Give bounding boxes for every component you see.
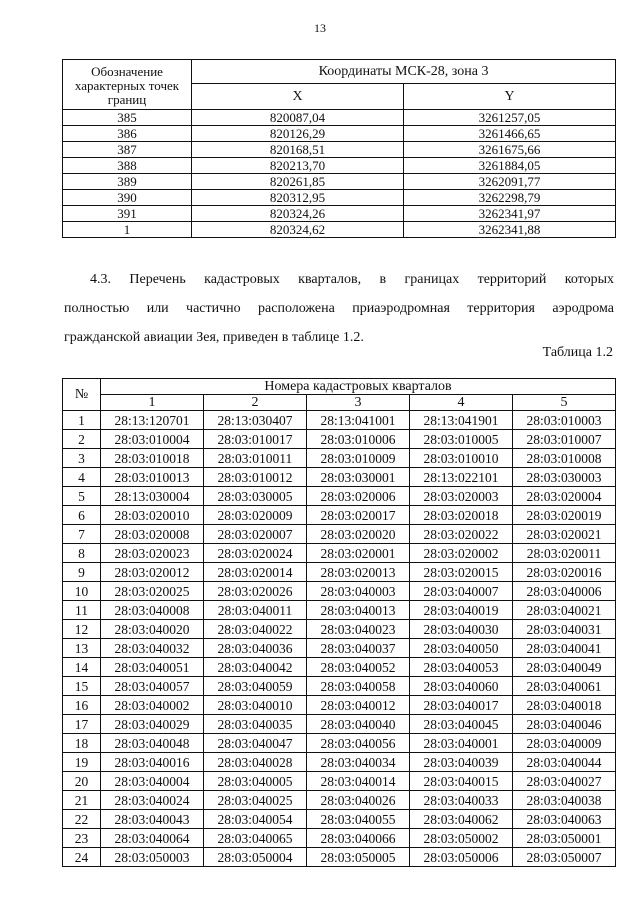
cadastral-number: 28:03:040036 — [204, 639, 307, 658]
cadastral-number: 28:03:040046 — [513, 715, 616, 734]
cadastral-number: 28:03:040025 — [204, 791, 307, 810]
cadastral-number: 28:03:040062 — [410, 810, 513, 829]
cadastral-number: 28:03:020008 — [101, 525, 204, 544]
table-row — [63, 772, 616, 791]
cadastral-number: 28:03:040063 — [513, 810, 616, 829]
cadastral-number: 28:03:020013 — [307, 563, 410, 582]
cadastral-number: 28:03:040008 — [101, 601, 204, 620]
row-number: 18 — [63, 734, 101, 753]
cadastral-number: 28:03:020025 — [101, 582, 204, 601]
cadastral-number: 28:03:020021 — [513, 525, 616, 544]
row-number: 14 — [63, 658, 101, 677]
cadastral-number: 28:03:010009 — [307, 449, 410, 468]
row-number: 9 — [63, 563, 101, 582]
cadastral-number: 28:03:020014 — [204, 563, 307, 582]
cadastral-number: 28:03:040056 — [307, 734, 410, 753]
cadastral-number: 28:03:020024 — [204, 544, 307, 563]
cadastral-number: 28:03:040042 — [204, 658, 307, 677]
quarters-header-group: Номера кадастровых кварталов — [101, 379, 616, 395]
table-caption: Таблица 1.2 — [542, 345, 613, 360]
cadastral-number: 28:03:040043 — [101, 810, 204, 829]
coord-row — [63, 126, 616, 142]
paragraph-line-1: 4.3. Перечень кадастровых кварталов, в границах территорий которых — [90, 272, 614, 287]
cadastral-number: 28:03:020022 — [410, 525, 513, 544]
cadastral-number: 28:03:040054 — [204, 810, 307, 829]
cadastral-number: 28:03:040039 — [410, 753, 513, 772]
cadastral-number: 28:03:040022 — [204, 620, 307, 639]
quarters-column-number: 4 — [410, 395, 513, 411]
coord-y-value: 3261257,05 — [404, 110, 616, 126]
coord-row — [63, 158, 616, 174]
coord-row — [63, 190, 616, 206]
cadastral-number: 28:03:040035 — [204, 715, 307, 734]
table-row — [63, 468, 616, 487]
cadastral-number: 28:03:020017 — [307, 506, 410, 525]
coord-point-id: 387 — [63, 142, 192, 158]
table-row — [63, 620, 616, 639]
cadastral-number: 28:03:020015 — [410, 563, 513, 582]
cadastral-number: 28:03:040007 — [410, 582, 513, 601]
cadastral-number: 28:03:040013 — [307, 601, 410, 620]
cadastral-number: 28:03:030001 — [307, 468, 410, 487]
cadastral-number: 28:03:020011 — [513, 544, 616, 563]
cadastral-number: 28:03:040065 — [204, 829, 307, 848]
cadastral-number: 28:03:040021 — [513, 601, 616, 620]
row-number: 12 — [63, 620, 101, 639]
cadastral-number: 28:03:040033 — [410, 791, 513, 810]
row-number: 24 — [63, 848, 101, 867]
cadastral-number: 28:03:020023 — [101, 544, 204, 563]
coord-x-value: 820087,04 — [192, 110, 404, 126]
cadastral-number: 28:03:040051 — [101, 658, 204, 677]
cadastral-number: 28:03:010013 — [101, 468, 204, 487]
cadastral-number: 28:03:050001 — [513, 829, 616, 848]
cadastral-number: 28:03:020009 — [204, 506, 307, 525]
row-number: 23 — [63, 829, 101, 848]
coord-point-id: 390 — [63, 190, 192, 206]
table-row — [63, 506, 616, 525]
cadastral-number: 28:03:020018 — [410, 506, 513, 525]
cadastral-number: 28:03:040053 — [410, 658, 513, 677]
cadastral-number: 28:03:040029 — [101, 715, 204, 734]
cadastral-number: 28:03:040012 — [307, 696, 410, 715]
coord-header-system: Координаты МСК-28, зона 3 — [192, 60, 616, 84]
table-row — [63, 563, 616, 582]
quarters-column-number: 1 — [101, 395, 204, 411]
table-row — [63, 848, 616, 867]
cadastral-number: 28:13:041901 — [410, 411, 513, 430]
cadastral-number: 28:03:040028 — [204, 753, 307, 772]
cadastral-number: 28:03:010017 — [204, 430, 307, 449]
row-number: 8 — [63, 544, 101, 563]
cadastral-number: 28:03:040015 — [410, 772, 513, 791]
cadastral-number: 28:03:040019 — [410, 601, 513, 620]
table-row — [63, 829, 616, 848]
quarters-column-number: 3 — [307, 395, 410, 411]
cadastral-number: 28:03:040020 — [101, 620, 204, 639]
cadastral-number: 28:03:040034 — [307, 753, 410, 772]
cadastral-number: 28:03:020026 — [204, 582, 307, 601]
coord-row — [63, 110, 616, 126]
quarters-column-number: 5 — [513, 395, 616, 411]
cadastral-number: 28:03:040061 — [513, 677, 616, 696]
cadastral-number: 28:03:020007 — [204, 525, 307, 544]
cadastral-number: 28:13:041001 — [307, 411, 410, 430]
cadastral-number: 28:03:020002 — [410, 544, 513, 563]
cadastral-number: 28:03:050002 — [410, 829, 513, 848]
cadastral-number: 28:03:030005 — [204, 487, 307, 506]
cadastral-number: 28:03:020012 — [101, 563, 204, 582]
coord-x-value: 820312,95 — [192, 190, 404, 206]
cadastral-number: 28:03:040047 — [204, 734, 307, 753]
coord-y-value: 3261675,66 — [404, 142, 616, 158]
row-number: 20 — [63, 772, 101, 791]
table-row — [63, 715, 616, 734]
cadastral-number: 28:03:040058 — [307, 677, 410, 696]
cadastral-number: 28:03:040064 — [101, 829, 204, 848]
cadastral-number: 28:03:040050 — [410, 639, 513, 658]
coord-table-body — [63, 110, 616, 238]
cadastral-number: 28:03:010003 — [513, 411, 616, 430]
cadastral-number: 28:03:040027 — [513, 772, 616, 791]
cadastral-number: 28:03:040041 — [513, 639, 616, 658]
cadastral-number: 28:03:040045 — [410, 715, 513, 734]
cadastral-number: 28:03:020001 — [307, 544, 410, 563]
cadastral-number: 28:03:020010 — [101, 506, 204, 525]
cadastral-number: 28:03:020004 — [513, 487, 616, 506]
cadastral-number: 28:03:040060 — [410, 677, 513, 696]
table-row — [63, 658, 616, 677]
cadastral-number: 28:03:040004 — [101, 772, 204, 791]
row-number: 16 — [63, 696, 101, 715]
row-number: 21 — [63, 791, 101, 810]
cadastral-number: 28:13:120701 — [101, 411, 204, 430]
row-number: 1 — [63, 411, 101, 430]
cadastral-number: 28:03:040066 — [307, 829, 410, 848]
cadastral-number: 28:03:040006 — [513, 582, 616, 601]
coord-x-value: 820213,70 — [192, 158, 404, 174]
table-row — [63, 639, 616, 658]
cadastral-number: 28:03:040052 — [307, 658, 410, 677]
row-number: 10 — [63, 582, 101, 601]
quarters-column-numbers — [63, 395, 616, 411]
cadastral-number: 28:03:010008 — [513, 449, 616, 468]
table-row — [63, 544, 616, 563]
row-number: 15 — [63, 677, 101, 696]
cadastral-number: 28:03:040032 — [101, 639, 204, 658]
cadastral-number: 28:03:020006 — [307, 487, 410, 506]
quarters-table-body — [63, 411, 616, 867]
cadastral-number: 28:13:030407 — [204, 411, 307, 430]
table-row — [63, 601, 616, 620]
row-number: 5 — [63, 487, 101, 506]
coord-point-id: 391 — [63, 206, 192, 222]
table-row — [63, 734, 616, 753]
row-number: 2 — [63, 430, 101, 449]
coord-y-value: 3262091,77 — [404, 174, 616, 190]
table-row — [63, 582, 616, 601]
row-number: 7 — [63, 525, 101, 544]
cadastral-number: 28:03:010005 — [410, 430, 513, 449]
coordinates-table — [62, 59, 616, 238]
row-number: 19 — [63, 753, 101, 772]
cadastral-number: 28:03:040040 — [307, 715, 410, 734]
page-number: 13 — [314, 21, 326, 35]
cadastral-number: 28:03:020003 — [410, 487, 513, 506]
paragraph-line-2: полностью или частично расположена приаэродромная территория аэродрома — [64, 301, 614, 316]
cadastral-number: 28:03:010007 — [513, 430, 616, 449]
cadastral-number: 28:13:022101 — [410, 468, 513, 487]
cadastral-number: 28:03:010012 — [204, 468, 307, 487]
cadastral-quarters-table — [62, 378, 616, 867]
table-row — [63, 525, 616, 544]
cadastral-number: 28:03:040014 — [307, 772, 410, 791]
coord-y-value: 3261466,65 — [404, 126, 616, 142]
row-number: 17 — [63, 715, 101, 734]
cadastral-number: 28:03:020016 — [513, 563, 616, 582]
cadastral-number: 28:03:040011 — [204, 601, 307, 620]
coord-point-id: 385 — [63, 110, 192, 126]
table-row — [63, 449, 616, 468]
cadastral-number: 28:03:040023 — [307, 620, 410, 639]
cadastral-number: 28:03:040055 — [307, 810, 410, 829]
cadastral-number: 28:03:040057 — [101, 677, 204, 696]
coord-y-value: 3262298,79 — [404, 190, 616, 206]
cadastral-number: 28:03:040048 — [101, 734, 204, 753]
cadastral-number: 28:03:040031 — [513, 620, 616, 639]
coord-y-value: 3261884,05 — [404, 158, 616, 174]
table-row — [63, 696, 616, 715]
coord-header-y: Y — [404, 84, 616, 110]
cadastral-number: 28:13:030004 — [101, 487, 204, 506]
table-row — [63, 411, 616, 430]
cadastral-number: 28:03:050004 — [204, 848, 307, 867]
coord-point-id: 389 — [63, 174, 192, 190]
table-row — [63, 430, 616, 449]
cadastral-number: 28:03:040030 — [410, 620, 513, 639]
cadastral-number: 28:03:040002 — [101, 696, 204, 715]
cadastral-number: 28:03:050003 — [101, 848, 204, 867]
row-number: 4 — [63, 468, 101, 487]
table-row — [63, 677, 616, 696]
coord-x-value: 820126,29 — [192, 126, 404, 142]
table-row — [63, 810, 616, 829]
cadastral-number: 28:03:050005 — [307, 848, 410, 867]
coord-point-id: 386 — [63, 126, 192, 142]
cadastral-number: 28:03:040003 — [307, 582, 410, 601]
cadastral-number: 28:03:040059 — [204, 677, 307, 696]
cadastral-number: 28:03:040010 — [204, 696, 307, 715]
cadastral-number: 28:03:040001 — [410, 734, 513, 753]
coord-x-value: 820324,62 — [192, 222, 404, 238]
cadastral-number: 28:03:010011 — [204, 449, 307, 468]
coord-x-value: 820324,26 — [192, 206, 404, 222]
cadastral-number: 28:03:040005 — [204, 772, 307, 791]
coord-y-value: 3262341,88 — [404, 222, 616, 238]
cadastral-number: 28:03:040016 — [101, 753, 204, 772]
cadastral-number: 28:03:040009 — [513, 734, 616, 753]
table-row — [63, 487, 616, 506]
coord-y-value: 3262341,97 — [404, 206, 616, 222]
coord-x-value: 820261,85 — [192, 174, 404, 190]
coord-x-value: 820168,51 — [192, 142, 404, 158]
row-number: 3 — [63, 449, 101, 468]
row-number: 22 — [63, 810, 101, 829]
table-row — [63, 753, 616, 772]
coord-row — [63, 142, 616, 158]
cadastral-number: 28:03:040018 — [513, 696, 616, 715]
coord-row — [63, 222, 616, 238]
table-row — [63, 791, 616, 810]
cadastral-number: 28:03:020020 — [307, 525, 410, 544]
cadastral-number: 28:03:040044 — [513, 753, 616, 772]
cadastral-number: 28:03:040037 — [307, 639, 410, 658]
coord-point-id: 388 — [63, 158, 192, 174]
quarters-column-number: 2 — [204, 395, 307, 411]
row-number: 6 — [63, 506, 101, 525]
coord-header-x: X — [192, 84, 404, 110]
cadastral-number: 28:03:010006 — [307, 430, 410, 449]
cadastral-number: 28:03:010004 — [101, 430, 204, 449]
cadastral-number: 28:03:020019 — [513, 506, 616, 525]
paragraph-line-3: гражданской авиации Зея, приведен в таблице 1.2. — [64, 330, 364, 345]
cadastral-number: 28:03:040024 — [101, 791, 204, 810]
coord-point-id: 1 — [63, 222, 192, 238]
quarters-header-num: № — [63, 379, 101, 411]
cadastral-number: 28:03:050007 — [513, 848, 616, 867]
cadastral-number: 28:03:040026 — [307, 791, 410, 810]
row-number: 11 — [63, 601, 101, 620]
cadastral-number: 28:03:040038 — [513, 791, 616, 810]
cadastral-number: 28:03:050006 — [410, 848, 513, 867]
paragraph — [64, 265, 614, 352]
cadastral-number: 28:03:040049 — [513, 658, 616, 677]
cadastral-number: 28:03:030003 — [513, 468, 616, 487]
cadastral-number: 28:03:010018 — [101, 449, 204, 468]
coord-row — [63, 174, 616, 190]
coord-header-label: Обозначение характерных точек границ — [63, 60, 192, 110]
cadastral-number: 28:03:010010 — [410, 449, 513, 468]
row-number: 13 — [63, 639, 101, 658]
coord-row — [63, 206, 616, 222]
cadastral-number: 28:03:040017 — [410, 696, 513, 715]
